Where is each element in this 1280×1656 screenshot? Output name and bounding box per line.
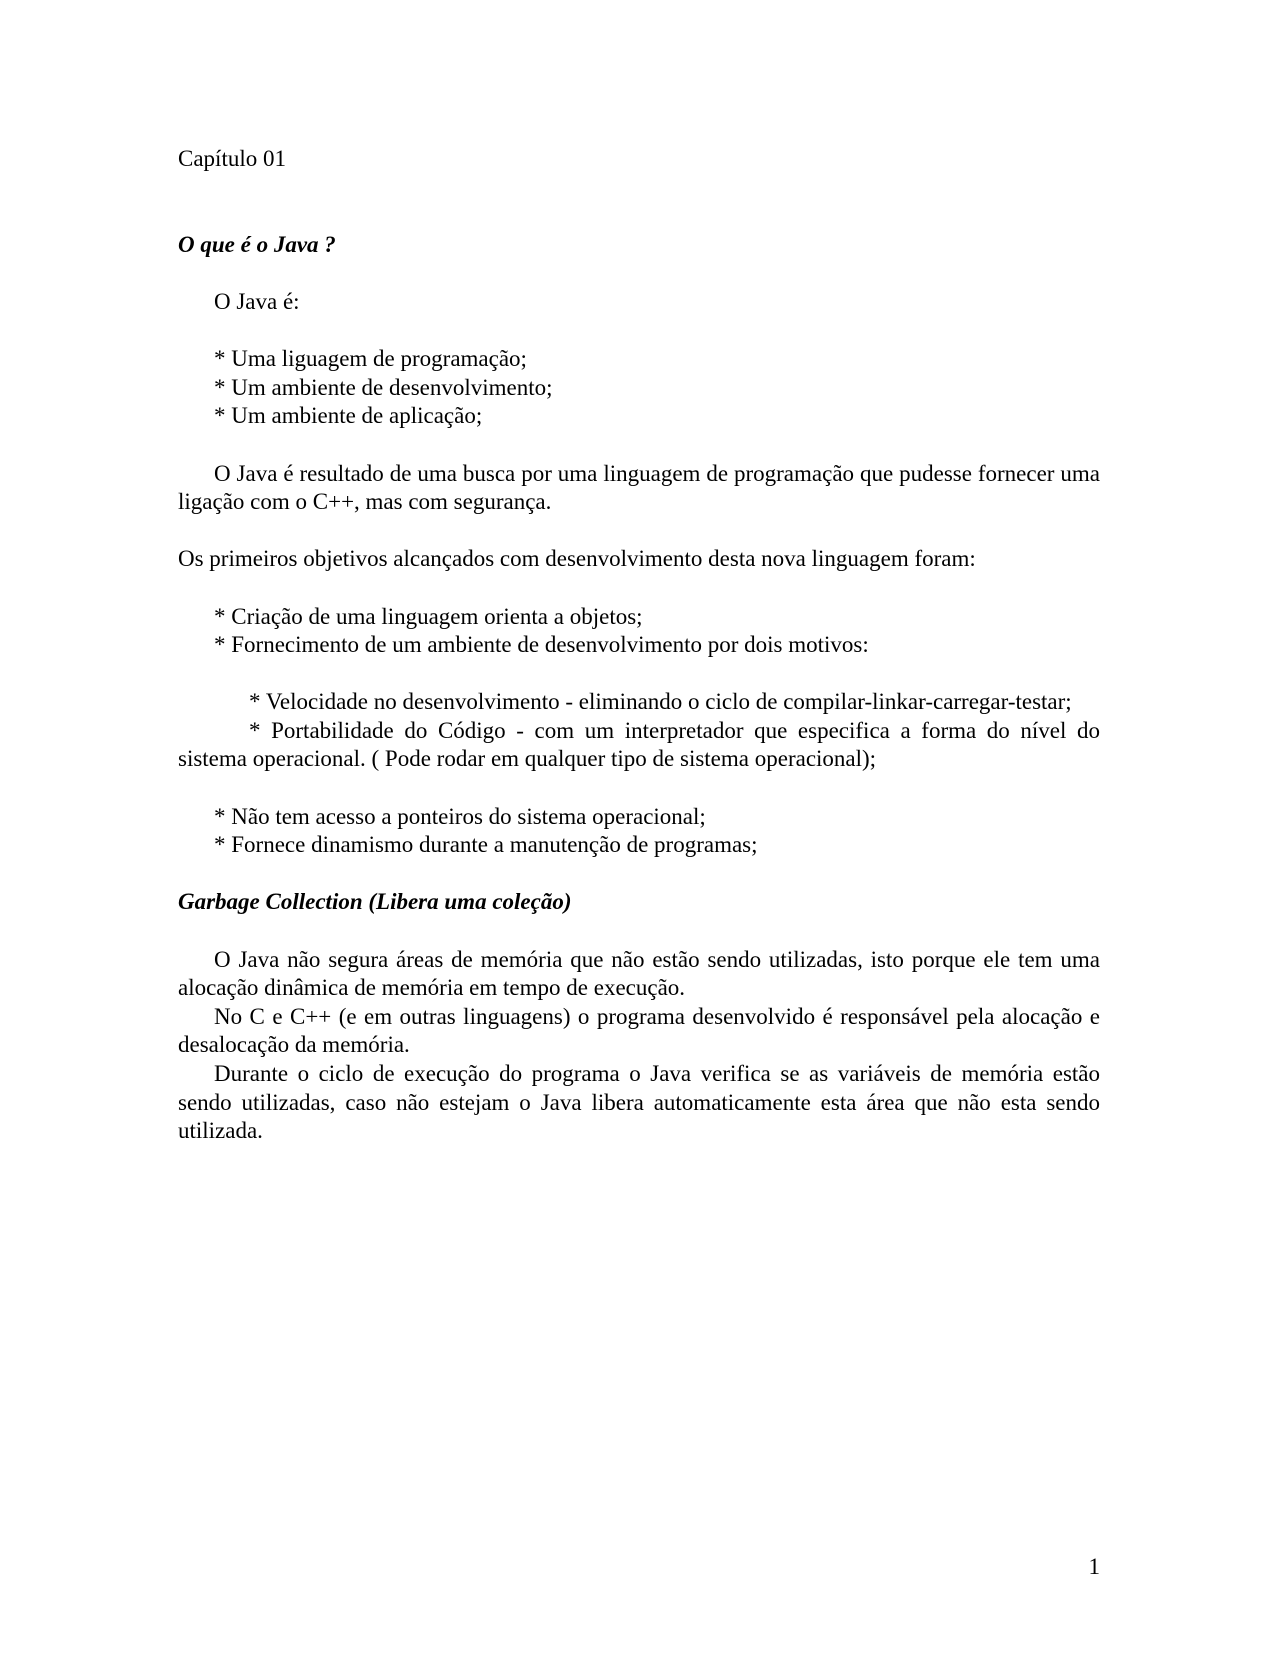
paragraph: No C e C++ (e em outras linguagens) o programa desenvolvido é responsável pela alocação e desalocação da memória. (178, 1003, 1100, 1058)
section-heading-garbage-collection: Garbage Collection (Libera uma coleção) (178, 889, 572, 915)
chapter-title: Capítulo 01 (178, 146, 286, 171)
sub-list-item: * Portabilidade do Código - com um interpretador que especifica a forma do nível do sistema operacional. ( Pode rodar em qualquer tipo de sistema operacional); (178, 717, 1100, 772)
paragraph: Durante o ciclo de execução do programa o Java verifica se as variáveis de memória estão sendo utilizadas, caso não estejam o Java libera automaticamente esta área que não esta sendo utilizada. (178, 1061, 1100, 1144)
list-item: * Fornece dinamismo durante a manutenção de programas; (214, 832, 758, 858)
paragraph: Os primeiros objetivos alcançados com desenvolvimento desta nova linguagem foram: (178, 546, 976, 572)
paragraph: O Java não segura áreas de memória que não estão sendo utilizadas, isto porque ele tem uma alocação dinâmica de memória em tempo de execução. (178, 946, 1100, 1001)
list-item: * Não tem acesso a ponteiros do sistema operacional; (214, 803, 706, 829)
list-item: * Um ambiente de desenvolvimento; (214, 374, 553, 400)
paragraph: O Java é resultado de uma busca por uma linguagem de programação que pudesse fornecer uma ligação com o C++, mas com segurança. (178, 460, 1100, 515)
list-item: * Uma liguagem de programação; (214, 346, 527, 372)
page-number: 1 (1088, 1554, 1100, 1579)
intro-line: O Java é: (214, 288, 300, 314)
sub-list-item: * Velocidade no desenvolvimento - eliminando o ciclo de compilar-linkar-carregar-testar; (249, 689, 1072, 715)
section-heading-what-is-java: O que é o Java ? (178, 231, 336, 257)
document-page (178, 145, 1100, 1146)
list-item: * Fornecimento de um ambiente de desenvolvimento por dois motivos: (214, 632, 869, 658)
list-item: * Um ambiente de aplicação; (214, 403, 483, 429)
list-item: * Criação de uma linguagem orienta a objetos; (214, 603, 643, 629)
